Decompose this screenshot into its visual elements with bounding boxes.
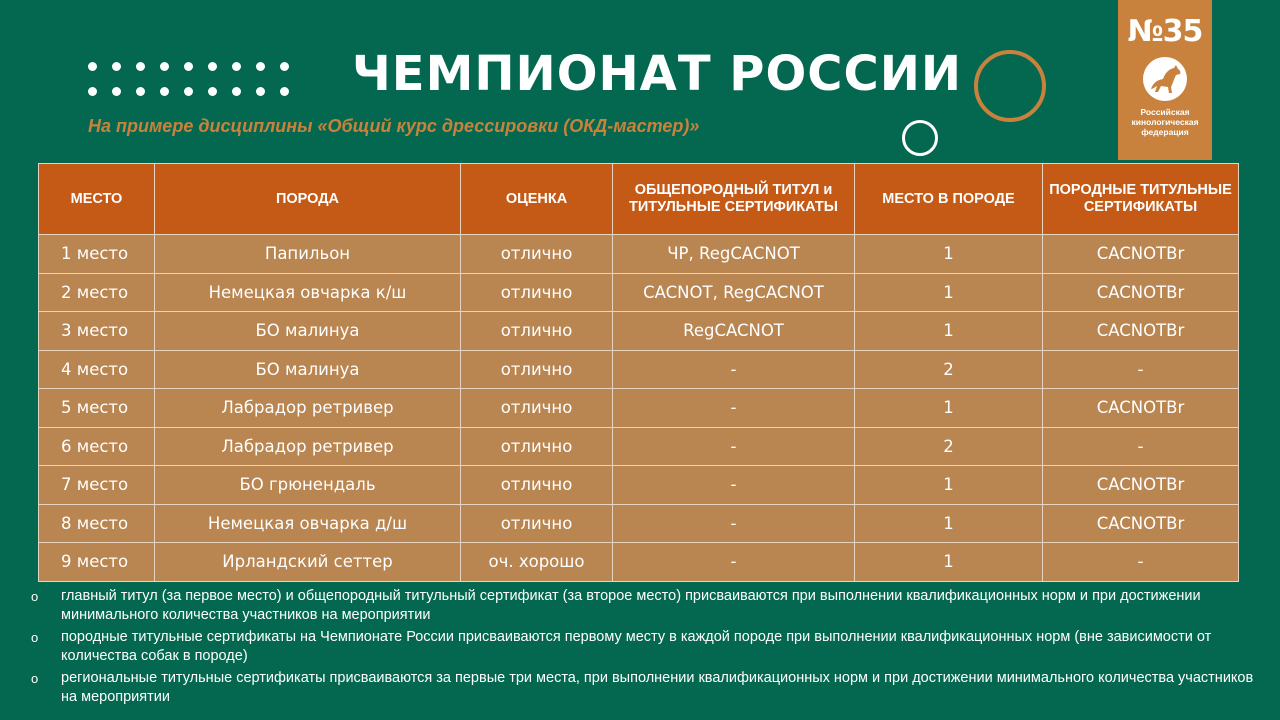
cell-breed-place: 2: [855, 350, 1043, 389]
table-row: [39, 235, 1239, 274]
column-header-general-title: ОБЩЕПОРОДНЫЙ ТИТУЛ и ТИТУЛЬНЫЕ СЕРТИФИКАТЫ: [613, 164, 855, 235]
cell-breed-place: 1: [855, 235, 1043, 274]
cell-general-title: -: [613, 389, 855, 428]
cell-general-title: -: [613, 466, 855, 505]
rkf-badge: [1118, 0, 1212, 160]
cell-breed-certificates: CACNOTBr: [1043, 235, 1239, 274]
column-header-breed-place: МЕСТО В ПОРОДЕ: [855, 164, 1043, 235]
cell-general-title: -: [613, 543, 855, 582]
dot: [280, 62, 289, 71]
table-row: [39, 312, 1239, 351]
decorative-dots: [88, 62, 298, 104]
dot: [208, 87, 217, 96]
cell-breed-certificates: CACNOTBr: [1043, 312, 1239, 351]
dot: [160, 87, 169, 96]
cell-place: 6 место: [39, 427, 155, 466]
cell-breed: Папильон: [155, 235, 461, 274]
cell-grade: отлично: [461, 235, 613, 274]
cell-general-title: -: [613, 427, 855, 466]
bullet-icon: o: [31, 630, 39, 645]
table-row: [39, 504, 1239, 543]
note-item: [28, 628, 1273, 666]
cell-place: 8 место: [39, 504, 155, 543]
notes-list: [28, 587, 1273, 710]
cell-breed-certificates: CACNOTBr: [1043, 466, 1239, 505]
cell-breed: Ирландский сеттер: [155, 543, 461, 582]
note-text: породные титульные сертификаты на Чемпионате России присваиваются первому месту в каждой породе при выполнении квалификационных норм (вне зависимости от количества собак в породе): [61, 629, 1212, 664]
column-header-grade: ОЦЕНКА: [461, 164, 613, 235]
cell-breed: Лабрадор ретривер: [155, 389, 461, 428]
note-item: [28, 587, 1273, 625]
cell-place: 3 место: [39, 312, 155, 351]
dot: [256, 87, 265, 96]
cell-breed-place: 1: [855, 273, 1043, 312]
dot: [184, 62, 193, 71]
cell-general-title: CACNOT, RegCACNOT: [613, 273, 855, 312]
cell-place: 1 место: [39, 235, 155, 274]
column-header-breed: ПОРОДА: [155, 164, 461, 235]
cell-grade: отлично: [461, 389, 613, 428]
note-text: региональные титульные сертификаты присваиваются за первые три места, при выполнении квалификационных норм и при достижении минимального количества участников на мероприятии: [61, 670, 1254, 705]
results-table: [38, 163, 1239, 582]
dot: [112, 62, 121, 71]
dot: [208, 62, 217, 71]
cell-place: 2 место: [39, 273, 155, 312]
cell-breed-place: 1: [855, 312, 1043, 351]
dot: [232, 87, 241, 96]
dot: [112, 87, 121, 96]
cell-grade: отлично: [461, 427, 613, 466]
cell-breed-place: 1: [855, 466, 1043, 505]
badge-org-line1: Российская: [1140, 107, 1190, 117]
cell-breed-place: 1: [855, 504, 1043, 543]
cell-breed-certificates: -: [1043, 350, 1239, 389]
dot: [88, 62, 97, 71]
cell-breed-certificates: CACNOTBr: [1043, 273, 1239, 312]
cell-grade: отлично: [461, 273, 613, 312]
table-row: [39, 543, 1239, 582]
table-row: [39, 389, 1239, 428]
cell-breed: БО малинуа: [155, 312, 461, 351]
cell-grade: отлично: [461, 466, 613, 505]
table-row: [39, 427, 1239, 466]
badge-org-line2: кинологическая: [1131, 117, 1199, 127]
cell-breed: БО малинуа: [155, 350, 461, 389]
table-row: [39, 466, 1239, 505]
note-text: главный титул (за первое место) и общепородный титульный сертификат (за второе место) присваиваются при выполнении квалификационных норм и при достижении минимального количества участников на мероприятии: [61, 588, 1201, 623]
dot: [256, 62, 265, 71]
dot: [160, 62, 169, 71]
decorative-ring-large: [974, 50, 1046, 122]
cell-breed-certificates: -: [1043, 427, 1239, 466]
cell-breed: Лабрадор ретривер: [155, 427, 461, 466]
decorative-ring-small: [902, 120, 938, 156]
dot: [88, 87, 97, 96]
cell-grade: оч. хорошо: [461, 543, 613, 582]
badge-number: №35: [1127, 14, 1203, 49]
cell-breed: БО грюнендаль: [155, 466, 461, 505]
dot: [280, 87, 289, 96]
table-header-row: [39, 164, 1239, 235]
dot: [232, 62, 241, 71]
cell-grade: отлично: [461, 504, 613, 543]
cell-grade: отлично: [461, 350, 613, 389]
table-row: [39, 273, 1239, 312]
results-table-container: [38, 163, 1238, 582]
bullet-icon: o: [31, 589, 39, 604]
cell-place: 4 место: [39, 350, 155, 389]
dot: [136, 87, 145, 96]
cell-breed-place: 2: [855, 427, 1043, 466]
cell-general-title: -: [613, 350, 855, 389]
bullet-icon: o: [31, 671, 39, 686]
dot: [184, 87, 193, 96]
cell-breed-place: 1: [855, 543, 1043, 582]
page-title: ЧЕМПИОНАТ РОССИИ: [352, 46, 963, 102]
cell-breed-certificates: -: [1043, 543, 1239, 582]
badge-org-line3: федерация: [1141, 127, 1189, 137]
table-row: [39, 350, 1239, 389]
cell-general-title: ЧР, RegCACNOT: [613, 235, 855, 274]
cell-grade: отлично: [461, 312, 613, 351]
cell-place: 9 место: [39, 543, 155, 582]
page-subtitle: На примере дисциплины «Общий курс дрессировки (ОКД-мастер)»: [88, 116, 700, 136]
cell-general-title: RegCACNOT: [613, 312, 855, 351]
cell-breed: Немецкая овчарка д/ш: [155, 504, 461, 543]
cell-place: 7 место: [39, 466, 155, 505]
note-item: [28, 669, 1273, 707]
cell-place: 5 место: [39, 389, 155, 428]
dot: [136, 62, 145, 71]
cell-breed-certificates: CACNOTBr: [1043, 389, 1239, 428]
column-header-breed-certificates: ПОРОДНЫЕ ТИТУЛЬНЫЕ СЕРТИФИКАТЫ: [1043, 164, 1239, 235]
dog-logo-icon: [1141, 55, 1189, 103]
cell-general-title: -: [613, 504, 855, 543]
column-header-place: МЕСТО: [39, 164, 155, 235]
cell-breed: Немецкая овчарка к/ш: [155, 273, 461, 312]
cell-breed-certificates: CACNOTBr: [1043, 504, 1239, 543]
cell-breed-place: 1: [855, 389, 1043, 428]
